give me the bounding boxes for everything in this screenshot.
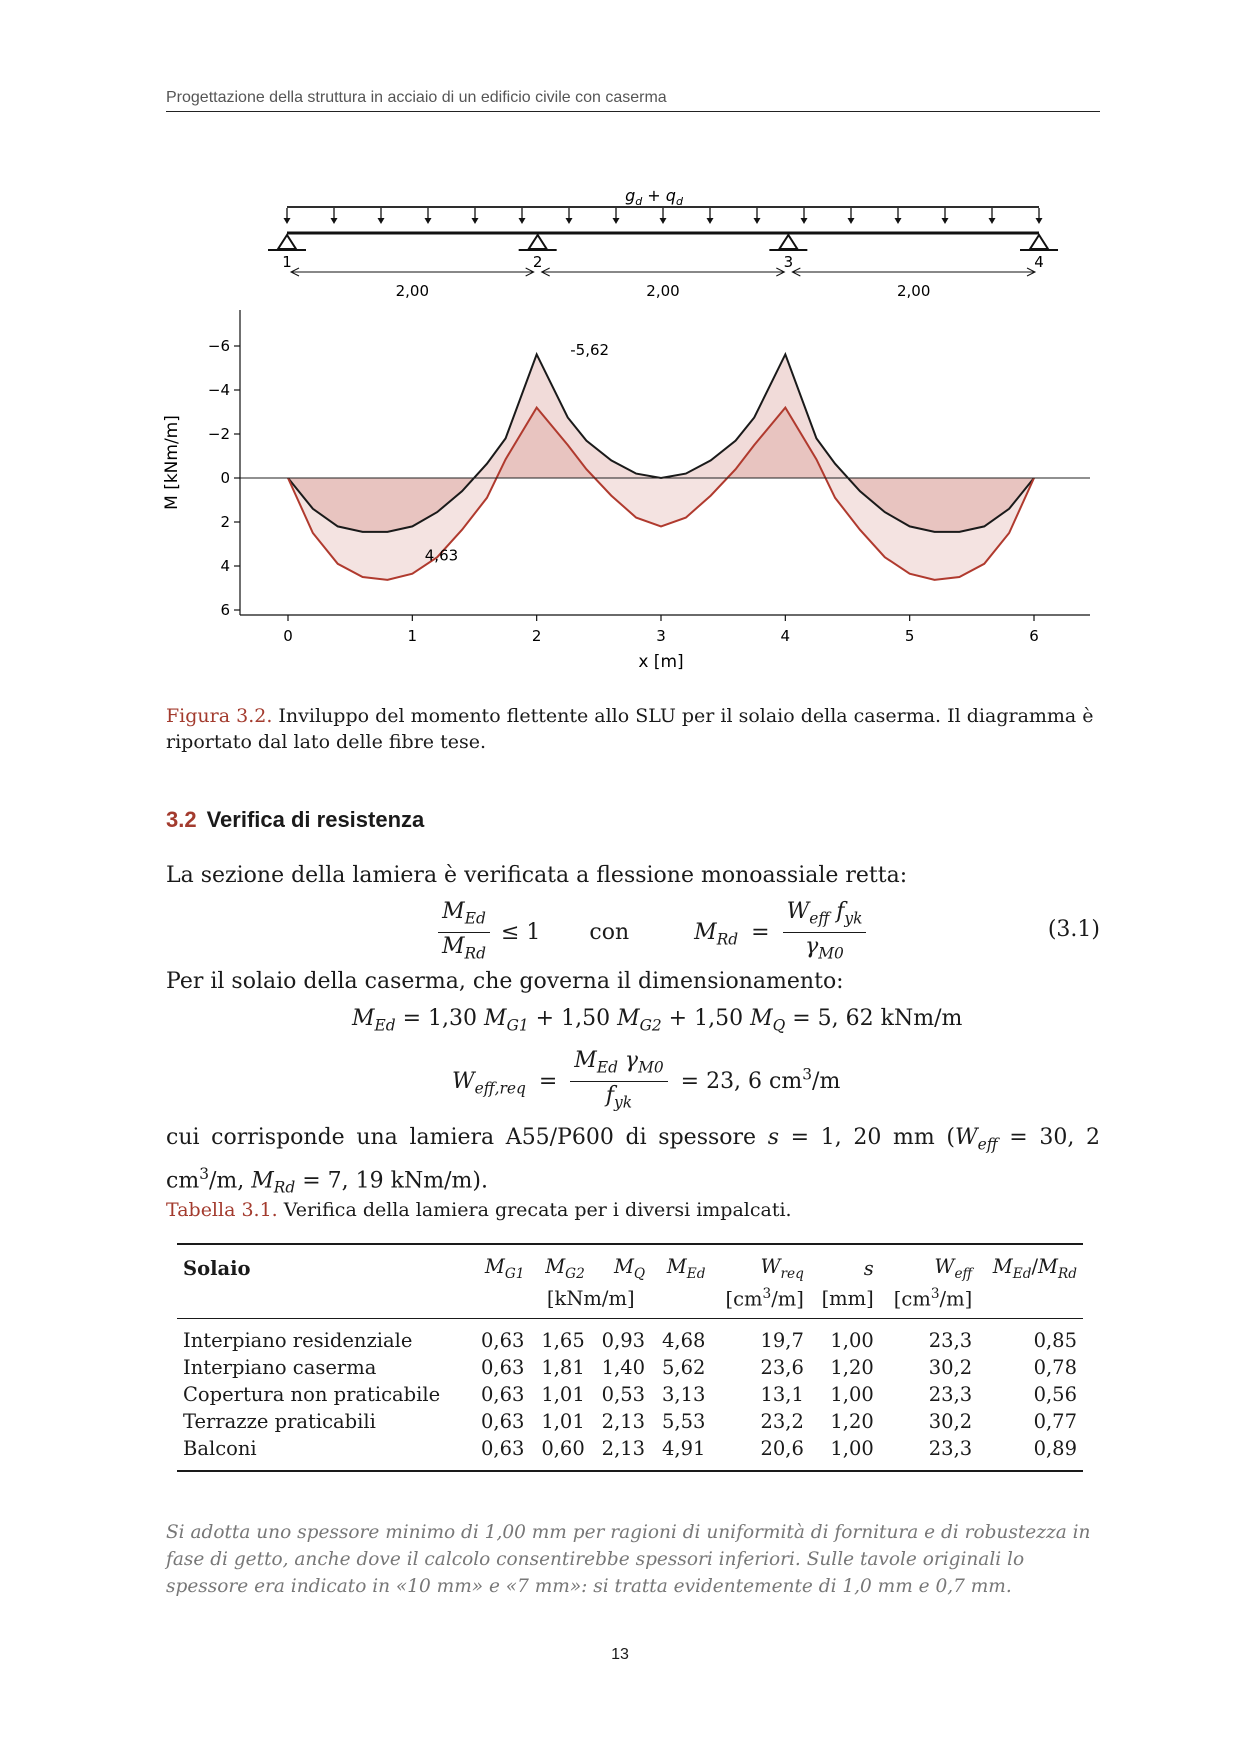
table-row: [177, 1319, 1083, 1355]
support-label: 3: [783, 253, 794, 271]
load-arrow: [660, 208, 667, 224]
table-cell: 1,01: [541, 1410, 585, 1434]
y-tick-label: −2: [207, 425, 230, 443]
load-arrow: [895, 208, 902, 224]
col-ratio: $M_{Ed}/M_{Rd}$: [978, 1244, 1083, 1284]
equation-weff-req: $W_{eff,req}$ = $\frac{M_{Ed} \gamma_{M0}}{f_{yk}}$ = 23, 6 $cm^3/m$: [452, 1047, 840, 1117]
span-label: 2,00: [646, 282, 680, 300]
table-cell: 0,63: [480, 1329, 525, 1353]
unit-mm: [mm]: [810, 1284, 880, 1319]
table-cell: 3,13: [662, 1383, 706, 1407]
x-tick: [781, 615, 791, 645]
table-cell: 0,56: [1033, 1383, 1077, 1407]
y-tick-label: 4: [220, 557, 230, 575]
row-label: Copertura non praticabile: [183, 1383, 441, 1407]
support-2: [519, 235, 557, 271]
support-label: 2: [532, 253, 543, 271]
table-label: Tabella 3.1.: [166, 1199, 278, 1221]
y-tick: [220, 513, 240, 531]
table-cell: 4,68: [662, 1329, 706, 1353]
load-arrow: [989, 208, 996, 224]
table-cell: 23,6: [760, 1356, 804, 1380]
table-cell: 2,13: [591, 1435, 651, 1471]
figure-caption-text: Inviluppo del momento flettente allo SLU per il solaio della caserma. Il diagramma è riportato dal lato delle fibre tese.: [166, 705, 1094, 753]
figure-caption: [166, 703, 1100, 755]
table-cell: 20,6: [711, 1435, 809, 1471]
table-cell: 23,3: [928, 1329, 973, 1353]
table-cell: 0,53: [601, 1383, 646, 1407]
y-tick: [220, 469, 240, 487]
y-tick-label: −4: [207, 381, 230, 399]
table-cell: 0,78: [1033, 1356, 1077, 1380]
load-arrows: [284, 208, 1043, 224]
table-cell: 0,63: [480, 1383, 525, 1407]
table-cell: 1,00: [810, 1435, 880, 1471]
beam-scheme: [260, 180, 1080, 300]
x-tick-label: 4: [780, 627, 791, 645]
x-tick-label: 2: [531, 627, 542, 645]
table-cell: 0,77: [1033, 1410, 1077, 1434]
page-number: 13: [611, 1646, 629, 1663]
section-title: Verifica di resistenza: [206, 807, 425, 832]
load-arrow: [566, 208, 573, 224]
table-row: [177, 1408, 1083, 1435]
y-tick-label: −6: [207, 337, 230, 355]
load-arrow: [801, 208, 808, 224]
row-label: Terrazze praticabili: [183, 1410, 376, 1434]
table-cell: 1,00: [830, 1329, 874, 1353]
moment-diagram: [155, 310, 1095, 680]
x-tick-label: 5: [904, 627, 915, 645]
table-cell: 2,13: [601, 1410, 646, 1434]
load-arrow: [942, 208, 949, 224]
table-caption: [166, 1199, 792, 1221]
load-arrow: [1036, 208, 1043, 224]
equation-med: $M_{Ed} = 1,30$ $M_{G1} + 1,50$ $M_{G2} + 1,50$ $M_Q = 5$, 62 kNm/m: [352, 1006, 963, 1035]
table-cell: 0,89: [978, 1435, 1083, 1471]
equation-number: (3.1): [1047, 917, 1100, 942]
span-dimension: [542, 268, 785, 300]
load-arrow: [425, 208, 432, 224]
table-cell: 1,20: [830, 1410, 874, 1434]
load-arrow: [707, 208, 714, 224]
table-cell: 4,91: [651, 1435, 711, 1471]
x-tick: [532, 615, 542, 645]
span-label: 2,00: [896, 282, 931, 300]
table-caption-text: Verifica della lamiera grecata per i diversi impalcati.: [277, 1199, 792, 1221]
y-tick: [220, 601, 240, 619]
table-header-row: [177, 1244, 1083, 1284]
col-mg2: $M_{G2}$: [530, 1244, 590, 1284]
col-solaio: Solaio: [177, 1244, 470, 1284]
table-cell: 1,00: [830, 1383, 874, 1407]
support-1: [268, 235, 306, 271]
load-arrow: [284, 208, 291, 224]
y-tick: [220, 557, 240, 575]
span-label: 2,00: [395, 282, 430, 300]
table-cell: 5,53: [662, 1410, 706, 1434]
table-cell: 1,01: [541, 1383, 585, 1407]
table-cell: 1,81: [541, 1356, 585, 1380]
table-cell: 5,62: [662, 1356, 706, 1380]
span-dimensions: [291, 268, 1035, 300]
table-cell: 1,65: [541, 1329, 585, 1353]
unit-cm3-wreq: $[cm^3/m]$: [711, 1284, 809, 1319]
table-cell: 23,3: [928, 1383, 973, 1407]
table-cell: 0,93: [601, 1329, 646, 1353]
table-cell: 0,85: [1033, 1329, 1077, 1353]
load-arrow: [472, 208, 479, 224]
x-tick-label: 0: [283, 627, 293, 645]
table-cell: 23,2: [760, 1410, 804, 1434]
paragraph-governing: Per il solaio della caserma, che governa il dimensionamento:: [166, 969, 844, 994]
y-tick: [208, 381, 240, 399]
support-label: 1: [282, 253, 292, 271]
section-heading: [166, 807, 424, 833]
support-3: [769, 235, 807, 271]
table-cell: 0,63: [480, 1356, 525, 1380]
x-axis-label: x [m]: [638, 652, 684, 672]
load-arrow: [848, 208, 855, 224]
table-cell: 23,3: [880, 1435, 978, 1471]
ratio-fraction: $\frac{M_{Ed}}{M_{Rd}}$: [438, 898, 490, 968]
y-axis-label: M [kNm/m]: [162, 415, 182, 510]
equation-3-1: $\frac{M_{Ed}}{M_{Rd}}$ ≤ 1 con $M_{Rd}$ = $\frac{W_{eff} f_{yk}}{\gamma_{M0}}$: [438, 898, 866, 968]
weff-fraction: $\frac{M_{Ed} \gamma_{M0}}{f_{yk}}$: [570, 1047, 667, 1117]
x-tick: [1029, 615, 1039, 645]
load-arrow: [754, 208, 761, 224]
row-label: Interpiano residenziale: [183, 1329, 413, 1353]
col-wreq: $W_{req}$: [711, 1244, 809, 1284]
row-label: Interpiano caserma: [183, 1356, 377, 1380]
table-cell: 19,7: [760, 1329, 804, 1353]
table-cell: 30,2: [928, 1356, 973, 1380]
mrd-fraction: $\frac{W_{eff} f_{yk}}{\gamma_{M0}}$: [783, 898, 867, 968]
y-tick: [208, 425, 240, 443]
load-label: $g_d + q_d$: [625, 186, 683, 208]
y-tick-label: 6: [220, 601, 230, 619]
row-label: Balconi: [177, 1435, 470, 1471]
table-row: [177, 1435, 1083, 1471]
unit-cm3-weff: $[cm^3/m]$: [880, 1284, 978, 1319]
table-row: [177, 1354, 1083, 1381]
load-arrow: [331, 208, 338, 224]
table-cell: 1,20: [830, 1356, 874, 1380]
load-arrow: [613, 208, 620, 224]
paragraph-result: cui corrisponde una lamiera A55/P600 di spessore s = 1, 20 mm ($W_{eff} = 30$, 2 $cm^3/m$, $M_{Rd} = 7$, 19 kNm/m).: [166, 1125, 1100, 1198]
side-note: Si adotta uno spessore minimo di 1,00 mm per ragioni di uniformità di fornitura e di robustezza in fase di getto, anche dove il calcolo consentirebbe spessori inferiori. Sulle tavole originali lo spessore era indicato in «10 mm» e «7 mm»: si tratta evidentemente di 1,0 mm e 0,7 mm.: [166, 1522, 1091, 1597]
x-tick: [905, 615, 915, 645]
table-cell: 30,2: [928, 1410, 973, 1434]
data-annotation: 4,63: [424, 546, 459, 565]
data-annotation: -5,62: [570, 340, 610, 359]
table-cell: 1,40: [601, 1356, 646, 1380]
load-arrow: [519, 208, 526, 224]
col-med: $M_{Ed}$: [651, 1244, 711, 1284]
figure-label: Figura 3.2.: [166, 705, 273, 727]
y-tick-label: 2: [220, 513, 230, 531]
col-mq: $M_Q$: [591, 1244, 651, 1284]
y-tick: [208, 337, 240, 355]
span-dimension: [291, 268, 534, 300]
table-row: [177, 1381, 1083, 1408]
x-tick: [283, 615, 293, 645]
running-head: Progettazione della struttura in acciaio di un edificio civile con caserma: [166, 89, 1100, 112]
x-tick-label: 1: [407, 627, 418, 645]
verification-table: [177, 1243, 1083, 1472]
support-4: [1020, 235, 1058, 271]
x-tick-label: 6: [1029, 627, 1039, 645]
x-tick-label: 3: [656, 627, 666, 645]
support-label: 4: [1034, 253, 1044, 271]
table-units-row: [177, 1284, 1083, 1319]
y-tick-label: 0: [220, 469, 230, 487]
load-arrow: [378, 208, 385, 224]
span-dimension: [792, 268, 1035, 300]
table-cell: 0,63: [470, 1435, 530, 1471]
col-mg1: $M_{G1}$: [470, 1244, 530, 1284]
table-cell: 0,63: [480, 1410, 525, 1434]
col-s: s: [810, 1244, 880, 1284]
x-tick: [408, 615, 418, 645]
paragraph-intro: La sezione della lamiera è verificata a flessione monoassiale retta:: [166, 863, 908, 888]
supports: [268, 235, 1058, 271]
section-number: 3.2: [166, 807, 197, 832]
table-cell: 13,1: [760, 1383, 804, 1407]
series-fill: [288, 408, 1034, 580]
x-tick: [656, 615, 666, 645]
col-weff: $W_{eff}$: [880, 1244, 978, 1284]
unit-knm: [kNm/m]: [530, 1284, 651, 1319]
table-cell: 0,60: [530, 1435, 590, 1471]
